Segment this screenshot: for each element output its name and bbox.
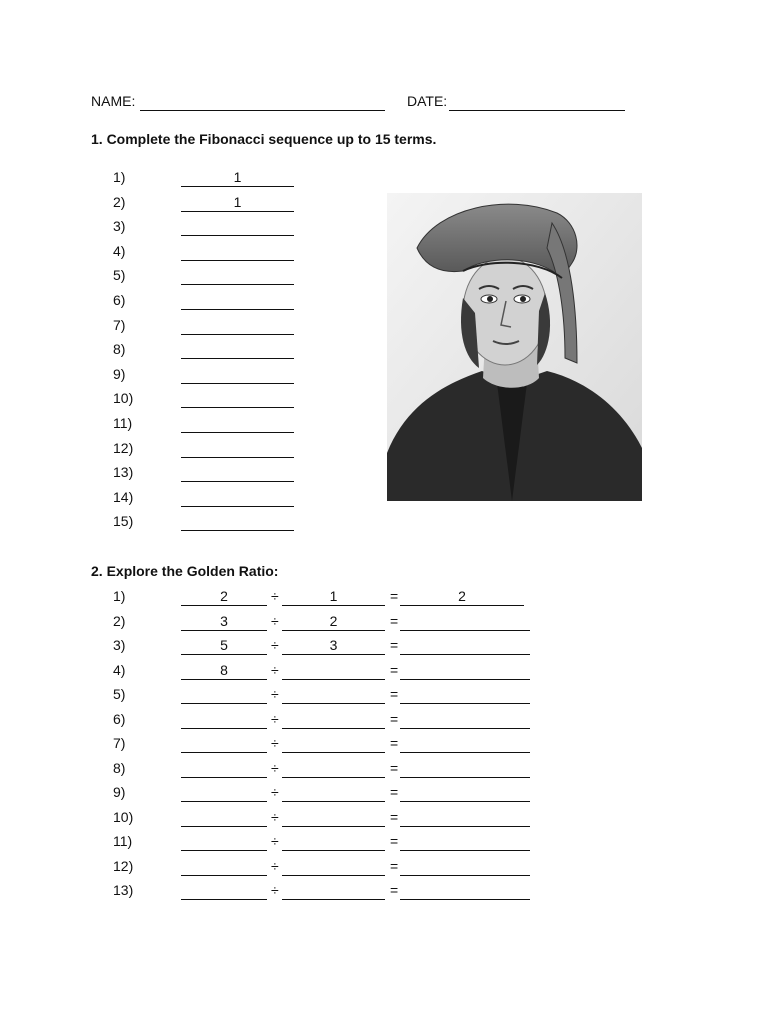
row-number: 4) [113, 661, 126, 678]
ratio-row [0, 734, 768, 754]
equals-symbol: = [390, 637, 399, 653]
numerator-field[interactable] [181, 710, 267, 729]
ratio-result-field[interactable] [400, 783, 530, 802]
fibonacci-answer-field[interactable] [181, 242, 294, 261]
ratio-row [0, 881, 768, 901]
ratio-result-field[interactable] [400, 881, 530, 900]
denominator-field[interactable] [282, 734, 385, 753]
ratio-row [0, 832, 768, 852]
row-number: 8) [113, 759, 126, 776]
ratio-result-field[interactable] [400, 759, 530, 778]
fibonacci-row [0, 463, 768, 483]
denominator-field[interactable] [282, 783, 385, 802]
fibonacci-answer-field[interactable] [181, 316, 294, 335]
divide-symbol: ÷ [271, 882, 279, 898]
fibonacci-answer-field[interactable] [181, 340, 294, 359]
equals-symbol: = [390, 588, 399, 604]
divide-symbol: ÷ [271, 588, 279, 604]
ratio-row [0, 612, 768, 632]
divide-symbol: ÷ [271, 637, 279, 653]
numerator-field[interactable] [181, 734, 267, 753]
fibonacci-answer-field[interactable] [181, 463, 294, 482]
numerator-field[interactable] [181, 881, 267, 900]
equals-symbol: = [390, 612, 399, 629]
fibonacci-answer-field[interactable] [181, 439, 294, 458]
denominator-field[interactable] [282, 881, 385, 900]
row-number: 9) [113, 365, 126, 382]
fibonacci-row [0, 316, 768, 336]
row-number: 10) [113, 390, 134, 407]
fibonacci-answer-field[interactable] [181, 291, 294, 310]
row-number: 9) [113, 784, 126, 800]
row-number: 12) [113, 439, 134, 456]
ratio-row [0, 759, 768, 779]
divide-symbol: ÷ [271, 661, 279, 678]
row-number: 2) [113, 193, 126, 210]
row-number: 10) [113, 808, 134, 825]
fibonacci-row [0, 266, 768, 286]
divide-symbol: ÷ [271, 735, 279, 751]
ratio-row [0, 661, 768, 681]
row-number: 3) [113, 218, 126, 235]
divide-symbol: ÷ [271, 808, 279, 825]
ratio-result-field[interactable] [400, 808, 530, 827]
denominator-field[interactable] [282, 685, 385, 704]
name-field[interactable] [140, 92, 385, 111]
fibonacci-answer-field[interactable] [181, 266, 294, 285]
denominator-field[interactable] [282, 832, 385, 851]
section2-title: 2. Explore the Golden Ratio: [91, 563, 279, 579]
divide-symbol: ÷ [271, 784, 279, 800]
row-number: 13) [113, 464, 134, 481]
row-number: 3) [113, 637, 126, 653]
ratio-result-field[interactable] [400, 857, 530, 876]
numerator-field[interactable] [181, 857, 267, 876]
row-number: 13) [113, 882, 134, 898]
numerator-field[interactable] [181, 685, 267, 704]
ratio-result-field[interactable] [400, 661, 530, 680]
fibonacci-row [0, 217, 768, 237]
fibonacci-row [0, 389, 768, 409]
fibonacci-row [0, 242, 768, 262]
numerator-field[interactable] [181, 832, 267, 851]
ratio-row [0, 857, 768, 877]
fibonacci-row [0, 414, 768, 434]
denominator-field[interactable] [282, 661, 385, 680]
equals-symbol: = [390, 710, 399, 727]
divide-symbol: ÷ [271, 857, 279, 874]
ratio-row [0, 783, 768, 803]
divide-symbol: ÷ [271, 710, 279, 727]
denominator-field[interactable]: 3 [282, 636, 385, 655]
equals-symbol: = [390, 882, 399, 898]
denominator-field[interactable] [282, 710, 385, 729]
row-number: 8) [113, 341, 126, 358]
row-number: 6) [113, 292, 126, 308]
ratio-result-field[interactable]: 2 [400, 587, 524, 606]
divide-symbol: ÷ [271, 612, 279, 629]
equals-symbol: = [390, 735, 399, 751]
row-number: 15) [113, 513, 134, 530]
ratio-result-field[interactable] [400, 710, 530, 729]
equals-symbol: = [390, 686, 399, 702]
fibonacci-answer-field[interactable] [181, 512, 294, 531]
fibonacci-answer-field[interactable] [181, 389, 294, 408]
row-number: 12) [113, 857, 134, 874]
fibonacci-row [0, 291, 768, 311]
section1-title: 1. Complete the Fibonacci sequence up to 15 terms. [91, 131, 437, 147]
fibonacci-row [0, 512, 768, 532]
equals-symbol: = [390, 784, 399, 800]
equals-symbol: = [390, 857, 399, 874]
row-number: 2) [113, 612, 126, 629]
fibonacci-portrait-image [387, 193, 642, 501]
fibonacci-row [0, 168, 768, 188]
fibonacci-answer-field[interactable]: 1 [181, 193, 294, 212]
ratio-row [0, 808, 768, 828]
ratio-result-field[interactable] [400, 832, 530, 851]
row-number: 5) [113, 267, 126, 284]
fibonacci-answer-field[interactable] [181, 414, 294, 433]
row-number: 7) [113, 316, 126, 333]
numerator-field[interactable]: 8 [181, 661, 267, 680]
ratio-result-field[interactable] [400, 685, 530, 704]
name-label: NAME: [91, 93, 136, 109]
fibonacci-row [0, 340, 768, 360]
date-label: DATE: [407, 93, 448, 109]
date-field[interactable] [449, 92, 625, 111]
row-number: 14) [113, 488, 134, 505]
numerator-field[interactable] [181, 783, 267, 802]
row-number: 1) [113, 169, 126, 185]
numerator-field[interactable]: 5 [181, 636, 267, 655]
equals-symbol: = [390, 661, 399, 678]
numerator-field[interactable] [181, 808, 267, 827]
ratio-row [0, 710, 768, 730]
row-number: 7) [113, 735, 126, 751]
equals-symbol: = [390, 759, 399, 776]
numerator-field[interactable]: 2 [181, 587, 267, 606]
numerator-field[interactable]: 3 [181, 612, 267, 631]
fibonacci-answer-field[interactable] [181, 217, 294, 236]
denominator-field[interactable] [282, 759, 385, 778]
denominator-field[interactable]: 1 [282, 587, 385, 606]
fibonacci-answer-field[interactable] [181, 488, 294, 507]
divide-symbol: ÷ [271, 759, 279, 776]
fibonacci-row [0, 488, 768, 508]
fibonacci-row [0, 439, 768, 459]
row-number: 11) [113, 415, 133, 431]
ratio-row [0, 685, 768, 705]
fibonacci-row [0, 365, 768, 385]
denominator-field[interactable]: 2 [282, 612, 385, 631]
fibonacci-row [0, 193, 768, 213]
row-number: 4) [113, 242, 126, 259]
ratio-result-field[interactable] [400, 636, 530, 655]
row-number: 1) [113, 588, 126, 604]
divide-symbol: ÷ [271, 833, 279, 849]
denominator-field[interactable] [282, 808, 385, 827]
denominator-field[interactable] [282, 857, 385, 876]
ratio-result-field[interactable] [400, 612, 530, 631]
equals-symbol: = [390, 833, 399, 849]
row-number: 11) [113, 833, 133, 849]
fibonacci-answer-field[interactable] [181, 365, 294, 384]
ratio-result-field[interactable] [400, 734, 530, 753]
numerator-field[interactable] [181, 759, 267, 778]
row-number: 5) [113, 686, 126, 702]
divide-symbol: ÷ [271, 686, 279, 702]
row-number: 6) [113, 710, 126, 727]
ratio-row [0, 587, 768, 607]
ratio-row [0, 636, 768, 656]
fibonacci-answer-field[interactable]: 1 [181, 168, 294, 187]
equals-symbol: = [390, 808, 399, 825]
